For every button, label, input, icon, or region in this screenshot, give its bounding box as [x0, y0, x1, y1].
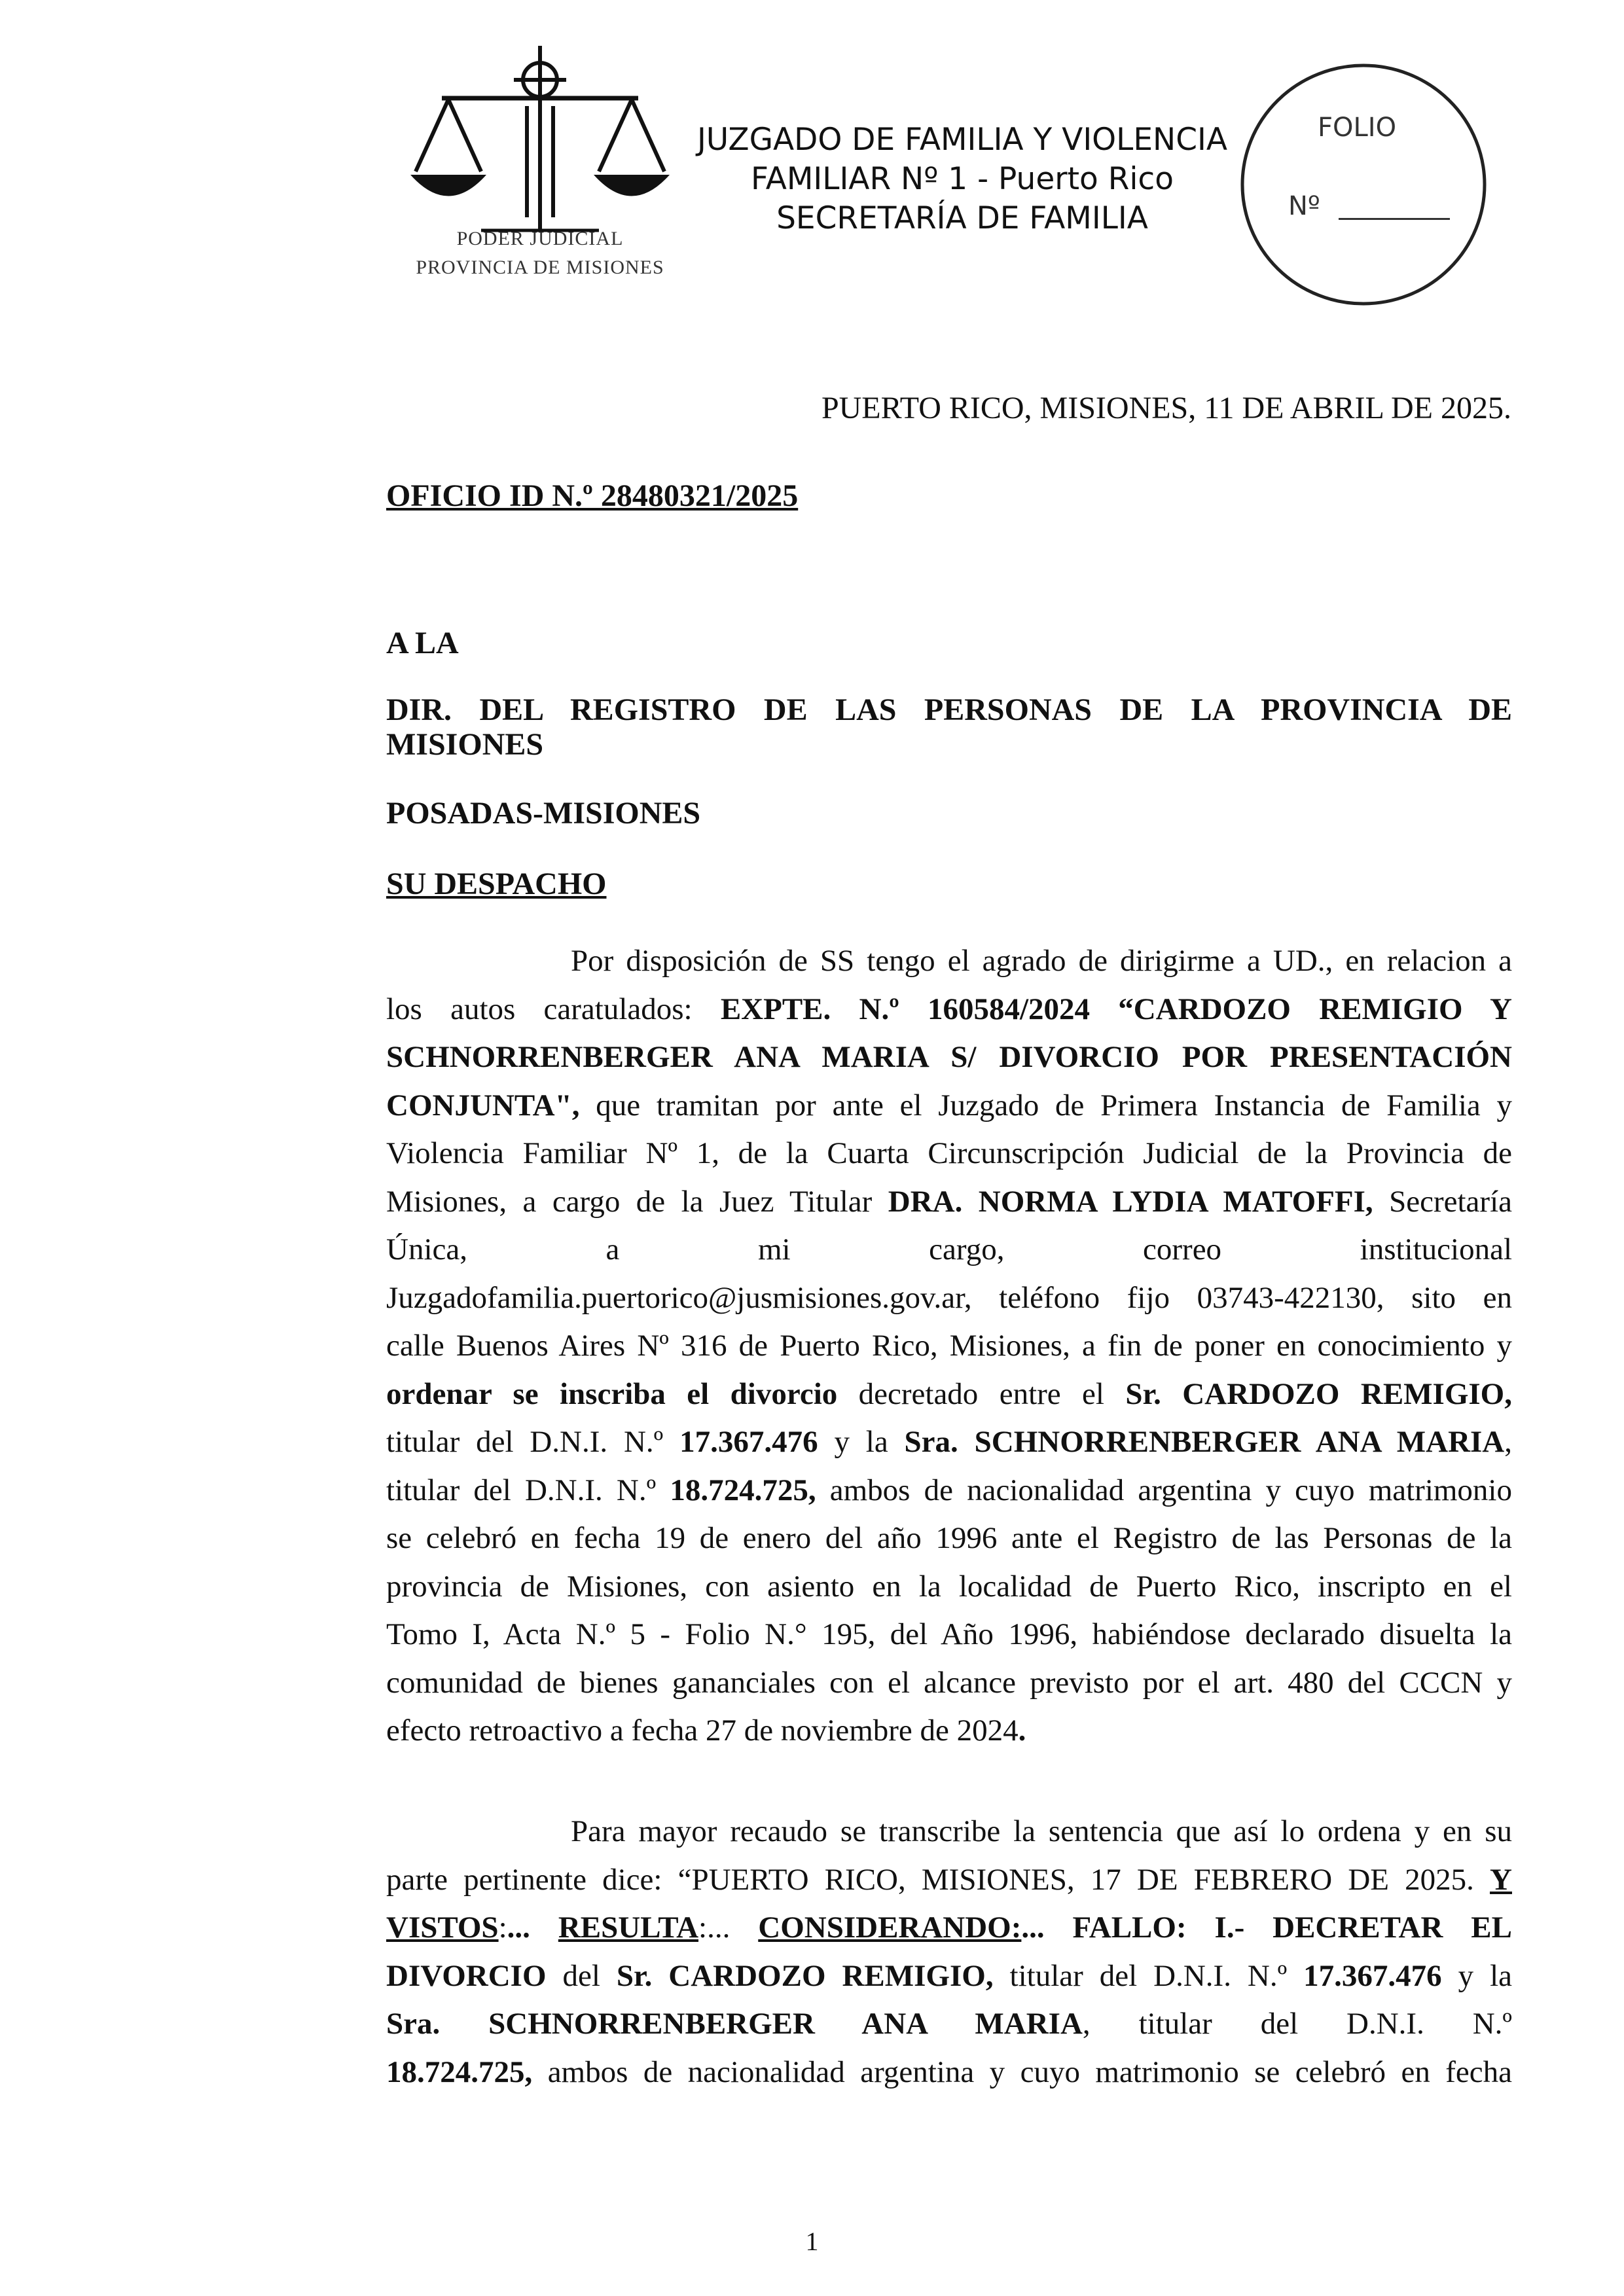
text-line	[386, 1659, 1512, 1708]
text-run: Y	[1490, 1862, 1512, 1897]
text-line	[386, 1856, 1512, 1905]
text-run: 17.367.476	[679, 1425, 818, 1459]
text-run: los autos caratulados:	[386, 992, 721, 1026]
text-run: parte pertinente dice: “PUERTO RICO, MISIONES, 17 DE FEBRERO DE 2025.	[386, 1862, 1490, 1897]
text-run: :	[498, 1910, 507, 1945]
text-line	[386, 1515, 1512, 1563]
court-title-line3: SECRETARÍA DE FAMILIA	[776, 200, 1148, 236]
addressee-line3: MISIONES	[386, 727, 544, 762]
court-title-line2: FAMILIAR Nº 1 - Puerto Rico	[750, 161, 1174, 197]
text-run: Sr. CARDOZO REMIGIO,	[616, 1958, 994, 1993]
text-run: comunidad de bienes gananciales con el alcance previsto por el art. 480 del CCCN y	[386, 1665, 1512, 1700]
text-run: Por disposición de SS tengo el agrado de dirigirme a UD., en relacion a	[571, 944, 1512, 978]
court-title-line1: JUZGADO DE FAMILIA Y VIOLENCIA	[696, 122, 1228, 158]
text-run: Tomo I, Acta N.º 5 - Folio N.° 195, del Año 1996, habiéndose declarado disuelta la	[386, 1617, 1512, 1651]
text-run: Secretaría	[1373, 1184, 1512, 1219]
addressee-line1: A LA	[386, 626, 459, 660]
text-run: efecto retroactivo a fecha 27 de noviembre de 2024	[386, 1713, 1019, 1748]
folio-label: FOLIO	[1318, 113, 1397, 143]
text-run: 18.724.725,	[386, 2054, 533, 2089]
addressee-despacho: SU DESPACHO	[386, 867, 607, 901]
text-line	[386, 1467, 1512, 1515]
text-run: 18.724.725,	[670, 1473, 816, 1507]
text-run: :...	[698, 1910, 759, 1945]
text-run: CONJUNTA",	[386, 1088, 580, 1122]
text-run: .	[1018, 1713, 1026, 1748]
text-line	[386, 1274, 1512, 1323]
text-line	[386, 1226, 1512, 1274]
text-line	[386, 1082, 1512, 1130]
text-line	[386, 2000, 1512, 2049]
text-run: VISTOS	[386, 1910, 499, 1945]
addressee-city: POSADAS-MISIONES	[386, 796, 701, 831]
text-run: ...	[507, 1910, 530, 1945]
text-run: del	[546, 1958, 617, 1993]
document-date: PUERTO RICO, MISIONES, 11 DE ABRIL DE 2025.	[821, 391, 1511, 425]
text-line	[386, 1563, 1512, 1611]
text-line	[386, 1808, 1512, 1856]
text-run: DRA. NORMA LYDIA MATOFFI,	[888, 1184, 1373, 1219]
crest-caption-line2: PROVINCIA DE MISIONES	[416, 257, 664, 278]
text-run: Para mayor recaudo se transcribe la sentencia que así lo ordena y en su	[571, 1814, 1512, 1848]
text-run: Sra. SCHNORRENBERGER ANA MARIA	[386, 2007, 1083, 2041]
text-line	[386, 1952, 1512, 2001]
text-run: titular del D.N.I. N.º	[386, 1425, 680, 1459]
folio-number-blank-line	[1339, 218, 1450, 220]
text-run: ambos de nacionalidad argentina y cuyo matrimonio	[816, 1473, 1512, 1507]
oficio-id: OFICIO ID N.º 28480321/2025	[386, 478, 799, 513]
text-run: Juzgadofamilia.puertorico@jusmisiones.gov.ar, teléfono fijo 03743-422130, sito en	[386, 1280, 1512, 1315]
text-run: Única, a mi cargo, correo institucional	[386, 1232, 1512, 1266]
text-line	[386, 1904, 1512, 1952]
text-line	[386, 1611, 1512, 1659]
text-run: que tramitan por ante el Juzgado de Primera Instancia de Familia y	[579, 1088, 1512, 1122]
text-run: y la	[1441, 1958, 1512, 1993]
text-run: Misiones, a cargo de la Juez Titular	[386, 1184, 888, 1219]
text-run: DIVORCIO	[386, 1958, 547, 1993]
text-run: titular del D.N.I. N.º	[386, 1473, 670, 1507]
text-run: decretado entre el	[837, 1376, 1126, 1411]
text-line	[386, 1322, 1512, 1371]
text-run: ... FALLO: I.- DECRETAR EL	[1021, 1910, 1513, 1945]
body-paragraph-2	[386, 1808, 1512, 2096]
text-run: Violencia Familiar Nº 1, de la Cuarta Circunscripción Judicial de la Provincia de	[386, 1136, 1512, 1170]
text-run: titular del D.N.I. N.º	[993, 1958, 1304, 1993]
text-run: Sra. SCHNORRENBERGER ANA MARIA	[904, 1425, 1505, 1459]
page-number: 1	[805, 2227, 819, 2256]
text-run: calle Buenos Aires Nº 316 de Puerto Rico, Misiones, a fin de poner en conocimiento y	[386, 1329, 1512, 1363]
text-run: y la	[818, 1425, 905, 1459]
folio-number-label: Nº	[1288, 191, 1320, 221]
text-run: se celebró en fecha 19 de enero del año 1996 ante el Registro de las Personas de la	[386, 1521, 1512, 1555]
text-run: SCHNORRENBERGER ANA MARIA S/ DIVORCIO POR PRESENTACIÓN	[386, 1040, 1512, 1074]
text-run: 17.367.476	[1303, 1958, 1442, 1993]
text-run: ambos de nacionalidad argentina y cuyo matrimonio se celebró en fecha	[532, 2054, 1512, 2089]
text-line	[386, 1418, 1512, 1467]
text-line	[386, 1130, 1512, 1178]
folio-stamp-circle-icon	[1236, 60, 1491, 309]
text-line	[386, 1178, 1512, 1227]
text-run: provincia de Misiones, con asiento en la localidad de Puerto Rico, inscripto en el	[386, 1569, 1512, 1604]
judicial-scales-crest-icon	[403, 41, 677, 289]
text-line	[386, 1033, 1512, 1082]
text-line	[386, 2049, 1512, 2097]
crest-caption-line1: PODER JUDICIAL	[456, 228, 624, 249]
text-line	[386, 1707, 1512, 1755]
text-run: RESULTA	[558, 1910, 699, 1945]
text-run: Sr. CARDOZO REMIGIO,	[1125, 1376, 1512, 1411]
text-run: ,	[1504, 1425, 1512, 1459]
text-run: CONSIDERANDO:	[758, 1910, 1022, 1945]
text-run	[530, 1910, 558, 1945]
body-paragraph-1	[386, 937, 1512, 1755]
text-line	[386, 937, 1512, 986]
text-run: ordenar se inscriba el divorcio	[386, 1376, 838, 1411]
text-line	[386, 986, 1512, 1034]
text-line	[386, 1371, 1512, 1419]
text-run: EXPTE. N.º 160584/2024 “CARDOZO REMIGIO Y	[720, 992, 1512, 1026]
addressee-line2: DIR. DEL REGISTRO DE LAS PERSONAS DE LA PROVINCIA DE	[386, 692, 1512, 727]
text-run: , titular del D.N.I. N.º	[1082, 2007, 1513, 2041]
